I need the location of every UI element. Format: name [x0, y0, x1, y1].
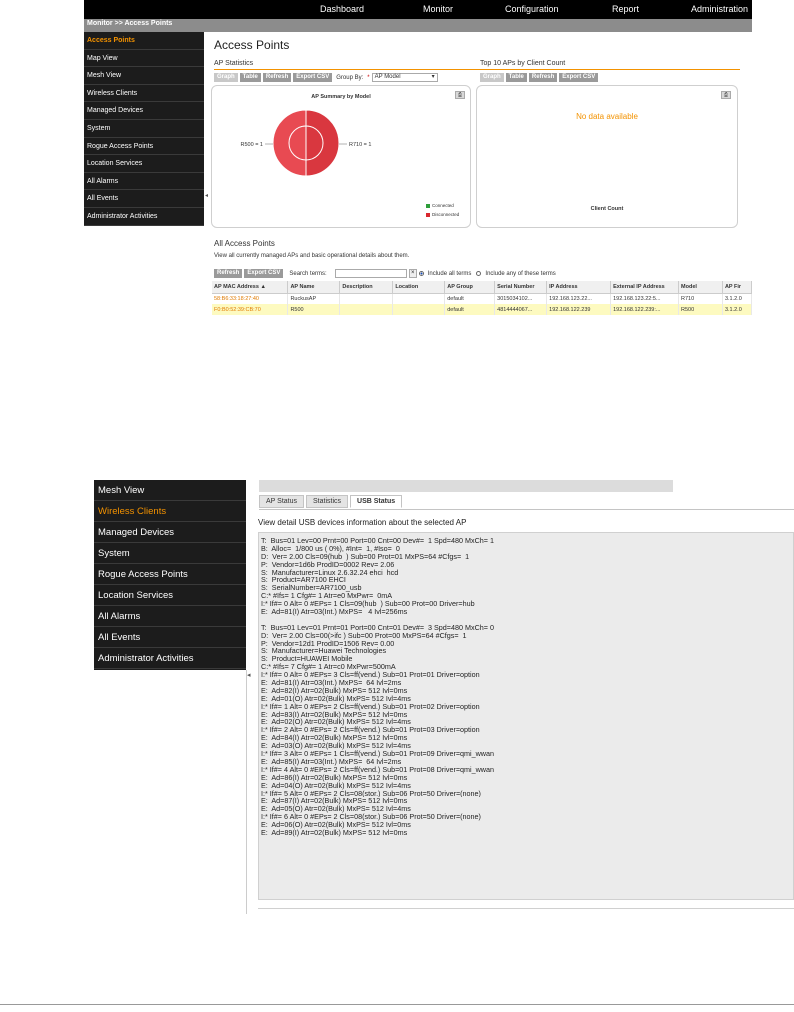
table-row[interactable] — [212, 304, 752, 315]
usb-info-line: I:* If#= 5 Alt= 0 #EPs= 2 Cls=08(stor.) Sub=06 Prot=50 Driver=(none) — [261, 789, 481, 798]
usb-info-line: I:* If#= 1 Alt= 0 #EPs= 2 Cls=ff(vend.) Sub=01 Prot=02 Driver=option — [261, 702, 480, 711]
sidebar-item-managed-devices[interactable]: Managed Devices — [94, 522, 246, 543]
legend-connected — [426, 203, 454, 208]
column-header[interactable]: AP MAC Address ▲ — [212, 281, 288, 293]
print-icon[interactable]: ⎙ — [455, 91, 465, 99]
sidebar-item-all-events[interactable]: All Events — [84, 190, 204, 208]
usb-info-line: E: Ad=01(O) Atr=02(Bulk) MxPS= 512 Ivl=4ms — [261, 694, 411, 703]
sidebar-item-map-view[interactable]: Map View — [84, 50, 204, 68]
usb-info-line: E: Ad=05(O) Atr=02(Bulk) MxPS= 512 Ivl=4ms — [261, 805, 411, 814]
sidebar-item-administrator-activities[interactable]: Administrator Activities — [94, 648, 246, 669]
page-title: Access Points — [214, 38, 290, 52]
usb-info-line: E: Ad=81(I) Atr=03(Int.) MxPS= 4 Ivl=256ms — [261, 608, 408, 616]
search-input[interactable] — [335, 269, 407, 278]
required-marker: * — [367, 74, 370, 81]
usb-device-info — [258, 532, 794, 900]
sidebar-item-mesh-view[interactable]: Mesh View — [94, 480, 246, 501]
usb-info-line: I:* If#= 3 Alt= 0 #EPs= 1 Cls=ff(vend.) Sub=01 Prot=09 Driver=qmi_wwan — [261, 750, 494, 758]
usb-description: View detail USB devices information about the selected AP — [258, 518, 467, 527]
table-cell: 4814444067... — [495, 304, 547, 315]
tab-statistics[interactable]: Statistics — [306, 495, 348, 508]
toolbar-strip — [259, 480, 673, 492]
usb-info-line: C:* #Ifs= 7 Cfg#= 1 Atr=c0 MxPwr=500mA — [261, 663, 396, 672]
table-cell: 3015034102... — [495, 293, 547, 304]
collapse-sidebar-icon[interactable]: ◂ — [247, 672, 251, 679]
nav-administration[interactable]: Administration — [691, 4, 749, 14]
sidebar-item-location-services[interactable]: Location Services — [94, 585, 246, 606]
table-cell: R500 — [679, 304, 723, 315]
slice-label-r710: R710 = 1 — [349, 142, 372, 148]
usb-info-line: S: SerialNumber=AR7100_usb — [261, 584, 362, 593]
usb-info-line — [261, 616, 793, 624]
usb-status-screenshot — [94, 480, 794, 914]
top10-toolbar — [480, 73, 598, 82]
all-aps-toolbar — [214, 269, 556, 278]
table-cell: 3.1.2.0 — [722, 304, 751, 315]
column-header[interactable]: AP Name — [288, 281, 340, 293]
usb-info-line: E: Ad=03(O) Atr=02(Bulk) MxPS= 512 Ivl=4ms — [261, 742, 411, 751]
table-cell: 192.168.122.239:... — [611, 304, 679, 315]
sidebar — [84, 32, 204, 226]
table-cell — [393, 293, 445, 304]
usb-info-line: T: Bus=01 Lev=01 Prnt=01 Port=00 Cnt=01 Dev#= 3 Spd=480 MxCh= 0 — [261, 623, 494, 632]
all-aps-heading: All Access Points — [214, 239, 275, 248]
chart-title: AP Summary by Model — [311, 94, 371, 100]
group-by-select[interactable]: AP Model ▾ — [372, 73, 438, 82]
refresh-button[interactable]: Refresh — [214, 269, 242, 278]
usb-info-line: D: Ver= 2.00 Cls=00(>ifc ) Sub=00 Prot=00 MxPS=64 #Cfgs= 1 — [261, 631, 467, 640]
usb-info-line: E: Ad=02(O) Atr=02(Bulk) MxPS= 512 Ivl=4ms — [261, 718, 411, 727]
column-header[interactable]: Serial Number — [495, 281, 547, 293]
usb-info-line: P: Vendor=1d6b ProdID=0002 Rev= 2.06 — [261, 560, 395, 569]
ap-statistics-heading: AP Statistics — [214, 60, 254, 67]
sidebar-item-system[interactable]: System — [84, 120, 204, 138]
usb-info-line: C:* #Ifs= 1 Cfg#= 1 Atr=e0 MxPwr= 0mA — [261, 592, 393, 601]
no-data-message: No data available — [576, 112, 638, 121]
sidebar — [94, 480, 246, 670]
table-button[interactable]: Table — [240, 73, 261, 82]
search-label: Search terms: — [289, 270, 327, 277]
nav-configuration[interactable]: Configuration — [505, 4, 559, 14]
page-footer-rule — [0, 1004, 794, 1005]
usb-info-line: E: Ad=83(I) Atr=02(Bulk) MxPS= 512 Ivl=0ms — [261, 710, 408, 719]
export-csv-button[interactable]: Export CSV — [293, 73, 332, 82]
breadcrumb — [84, 19, 752, 32]
legend-disconnected — [426, 212, 459, 217]
collapse-sidebar-icon[interactable]: ◂ — [205, 193, 209, 199]
nav-report[interactable]: Report — [612, 4, 640, 14]
nav-monitor[interactable]: Monitor — [423, 4, 454, 14]
usb-info-line: E: Ad=81(I) Atr=03(Int.) MxPS= 64 Ivl=2ms — [261, 679, 402, 687]
column-header[interactable]: Location — [393, 281, 445, 293]
export-csv-button[interactable]: Export CSV — [559, 73, 598, 82]
table-cell — [340, 293, 393, 304]
table-cell: 3.1.2.0 — [722, 293, 751, 304]
sidebar-item-rogue-access-points[interactable]: Rogue Access Points — [94, 564, 246, 585]
sidebar-item-mesh-view[interactable]: Mesh View — [84, 67, 204, 85]
slice-label-r500: R500 = 1 — [240, 142, 263, 148]
top-navigation — [84, 0, 752, 19]
table-cell: default — [445, 304, 495, 315]
table-cell: 192.168.123.22... — [547, 293, 611, 304]
table-cell: 192.168.122.239 — [547, 304, 611, 315]
usb-info-line: D: Ver= 2.00 Cls=09(hub ) Sub=00 Prot=01 MxPS=64 #Cfgs= 1 — [261, 552, 470, 561]
usb-info-line: I:* If#= 0 Alt= 0 #EPs= 1 Cls=09(hub ) Sub=00 Prot=00 Driver=hub — [261, 600, 475, 609]
column-header[interactable]: AP Fir — [722, 281, 751, 293]
usb-info-line: I:* If#= 6 Alt= 0 #EPs= 2 Cls=08(stor.) Sub=06 Prot=50 Driver=(none) — [261, 813, 481, 822]
sidebar-item-access-points[interactable]: Access Points — [84, 32, 204, 50]
usb-info-line: E: Ad=04(O) Atr=02(Bulk) MxPS= 512 Ivl=4ms — [261, 781, 411, 790]
top10-heading: Top 10 APs by Client Count — [480, 60, 566, 67]
refresh-button[interactable]: Refresh — [529, 73, 557, 82]
usb-info-line: P: Vendor=12d1 ProdID=1506 Rev= 0.00 — [261, 639, 395, 648]
usb-info-line: T: Bus=01 Lev=00 Prnt=00 Port=00 Cnt=00 Dev#= 1 Spd=480 MxCh= 1 — [261, 537, 494, 545]
table-cell: R710 — [679, 293, 723, 304]
table-cell — [340, 304, 393, 315]
sidebar-item-all-alarms[interactable]: All Alarms — [84, 173, 204, 191]
sidebar-item-location-services[interactable]: Location Services — [84, 155, 204, 173]
legend-swatch-connected — [426, 204, 430, 208]
sidebar-item-wireless-clients[interactable]: Wireless Clients — [84, 85, 204, 103]
group-by-label: Group By: — [336, 74, 364, 81]
column-header[interactable]: Model — [679, 281, 723, 293]
section-divider — [214, 69, 480, 70]
table-header-row — [212, 281, 752, 293]
sidebar-divider — [246, 670, 247, 914]
clear-search-icon[interactable]: × — [409, 269, 417, 278]
print-icon[interactable]: ⎙ — [721, 91, 731, 99]
table-cell: R500 — [288, 304, 340, 315]
nav-dashboard[interactable]: Dashboard — [320, 4, 365, 14]
ap-stats-toolbar — [214, 73, 438, 82]
legend-swatch-disconnected — [426, 213, 430, 217]
graph-button[interactable]: Graph — [214, 73, 238, 82]
refresh-button[interactable]: Refresh — [263, 73, 291, 82]
sidebar-item-managed-devices[interactable]: Managed Devices — [84, 102, 204, 120]
table-cell-mac[interactable]: 58:B6:33:18:27:40 — [212, 293, 288, 304]
ap-summary-panel — [211, 85, 471, 228]
panel-bottom-border — [258, 908, 794, 909]
tab-usb-status[interactable]: USB Status — [350, 495, 402, 508]
usb-info-line: E: Ad=85(I) Atr=03(Int.) MxPS= 64 Ivl=2ms — [261, 757, 402, 766]
legend-label-disconnected: Disconnected — [432, 212, 460, 217]
column-header[interactable]: IP Address — [547, 281, 611, 293]
column-header[interactable]: AP Group — [445, 281, 495, 293]
usb-info-line: S: Manufacturer=Linux 2.6.32.24 ehci_hcd — [261, 568, 399, 577]
graph-button[interactable]: Graph — [480, 73, 504, 82]
usb-info-line: I:* If#= 2 Alt= 0 #EPs= 2 Cls=ff(vend.) Sub=01 Prot=03 Driver=option — [261, 726, 480, 735]
top10-panel — [476, 85, 738, 228]
tab-divider — [259, 509, 794, 510]
usb-info-line: S: Product=AR7100 EHCI — [261, 576, 346, 585]
usb-info-line: E: Ad=86(I) Atr=02(Bulk) MxPS= 512 Ivl=0ms — [261, 773, 408, 782]
radio-include-all[interactable] — [419, 271, 424, 276]
table-row[interactable] — [212, 293, 752, 304]
breadcrumb-text: Monitor >> Access Points — [87, 20, 173, 27]
usb-info-line: E: Ad=82(I) Atr=02(Bulk) MxPS= 512 Ivl=0ms — [261, 686, 408, 695]
table-button[interactable]: Table — [506, 73, 527, 82]
column-header[interactable]: External IP Address — [611, 281, 679, 293]
ap-monitor-screenshot — [84, 0, 752, 326]
usb-info-line: S: Manufacturer=Huawei Technologies — [261, 647, 387, 656]
tab-ap-status[interactable]: AP Status — [259, 495, 304, 508]
usb-info-line: I:* If#= 0 Alt= 0 #EPs= 3 Cls=ff(vend.) Sub=01 Prot=01 Driver=option — [261, 671, 480, 680]
export-csv-button[interactable]: Export CSV — [244, 269, 283, 278]
usb-info-line: S: Product=HUAWEI Mobile — [261, 655, 353, 664]
table-cell: 192.168.123.22:5... — [611, 293, 679, 304]
sidebar-item-administrator-activities[interactable]: Administrator Activities — [84, 208, 204, 226]
sidebar-item-rogue-access-points[interactable]: Rogue Access Points — [84, 138, 204, 156]
legend-label-connected: Connected — [432, 203, 454, 208]
ap-detail-tabs — [259, 495, 402, 508]
usb-info-line: E: Ad=87(I) Atr=02(Bulk) MxPS= 512 Ivl=0ms — [261, 797, 408, 806]
usb-info-line: I:* If#= 4 Alt= 0 #EPs= 2 Cls=ff(vend.) Sub=01 Prot=08 Driver=qmi_wwan — [261, 765, 494, 774]
usb-info-line: B: Alloc= 1/800 us ( 0%), #Int= 1, #Iso= 0 — [261, 544, 400, 553]
radio-include-any-label: Include any of these terms — [485, 270, 556, 277]
column-header[interactable]: Description — [340, 281, 393, 293]
sidebar-item-wireless-clients[interactable]: Wireless Clients — [94, 501, 246, 522]
radio-include-any[interactable] — [476, 271, 481, 276]
section-divider — [480, 69, 740, 70]
access-points-table — [212, 281, 752, 315]
usb-info-line: E: Ad=89(I) Atr=02(Bulk) MxPS= 512 Ivl=0ms — [261, 828, 408, 837]
client-count-axis-label: Client Count — [590, 206, 624, 212]
sidebar-item-all-alarms[interactable]: All Alarms — [94, 606, 246, 627]
table-cell — [393, 304, 445, 315]
table-cell: default — [445, 293, 495, 304]
sidebar-item-system[interactable]: System — [94, 543, 246, 564]
radio-include-all-label: Include all terms — [427, 270, 472, 277]
all-aps-description: View all currently managed APs and basic operational details about them. — [214, 253, 410, 259]
table-cell: RuckusAP — [288, 293, 340, 304]
sidebar-item-all-events[interactable]: All Events — [94, 627, 246, 648]
table-cell-mac[interactable]: F0:B0:52:39:CB:70 — [212, 304, 288, 315]
usb-info-line: E: Ad=06(O) Atr=02(Bulk) MxPS= 512 Ivl=0ms — [261, 821, 411, 829]
main-content — [208, 32, 752, 326]
usb-info-line: E: Ad=84(I) Atr=02(Bulk) MxPS= 512 Ivl=0ms — [261, 734, 408, 743]
